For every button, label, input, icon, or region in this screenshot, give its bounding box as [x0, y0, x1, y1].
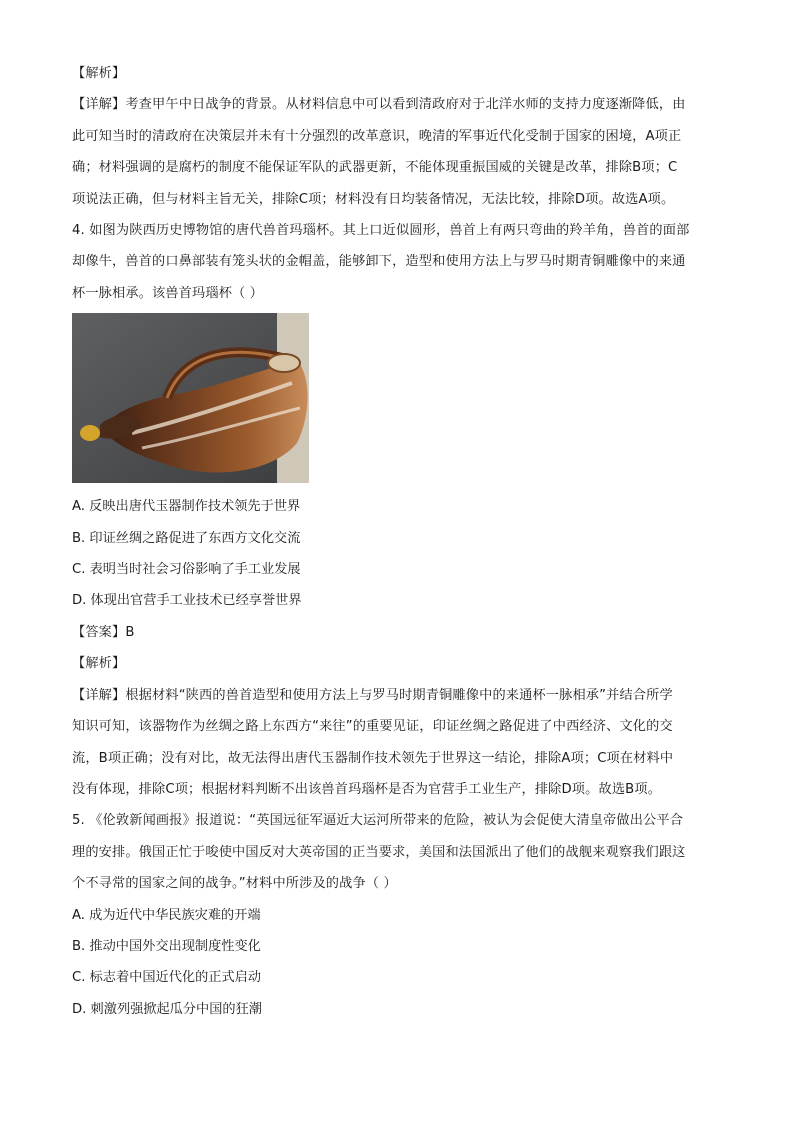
question-5-option-c: C. 标志着中国近代化的正式启动 — [72, 970, 262, 986]
detail-line: 项说法正确，但与材料主旨无关，排除C项；材料没有日均装备情况，无法比较，排除D项。故选A项。 — [72, 191, 675, 207]
question-4-stem: 却像牛，兽首的口鼻部装有笼头状的金帽盖，能够卸下，造型和使用方法上与罗马时期青铜雕像中的来通 — [72, 254, 686, 270]
detail-line: 【详解】根据材料“陕西的兽首造型和使用方法上与罗马时期青铜雕像中的来通杯一脉相承”并结合所学 — [72, 687, 673, 703]
question-4-analysis-heading: 【解析】 — [72, 656, 126, 672]
question-5-stem: 理的安排。俄国正忙于唆使中国反对大英帝国的正当要求，美国和法国派出了他们的战舰来观察我们跟这 — [72, 844, 686, 860]
detail-line: 流，B项正确；没有对比，故无法得出唐代玉器制作技术领先于世界这一结论，排除A项；C项在材料中 — [72, 750, 674, 766]
question-4-option-b: B. 印证丝绸之路促进了东西方文化交流 — [72, 530, 301, 546]
question-4-stem: 杯一脉相承。该兽首玛瑙杯（ ） — [72, 285, 264, 301]
document-page — [72, 58, 724, 1025]
question-4-option-a: A. 反映出唐代玉器制作技术领先于世界 — [72, 499, 301, 515]
question-5-option-d: D. 刺激列强掀起瓜分中国的狂潮 — [72, 1001, 262, 1017]
question-4-stem: 4. 如图为陕西历史博物馆的唐代兽首玛瑙杯。其上口近似圆形，兽首上有两只弯曲的羚羊角，兽首的面部 — [72, 223, 690, 239]
question-5-stem: 5. 《伦敦新闻画报》报道说：“英国远征军逼近大运河所带来的危险，被认为会促使大清皇帝做出公平合 — [72, 813, 684, 829]
detail-line: 【详解】考查甲午中日战争的背景。从材料信息中可以看到清政府对于北洋水师的支持力度逐渐降低，由 — [72, 97, 686, 113]
detail-line: 知识可知，该器物作为丝绸之路上东西方“来往”的重要见证，印证丝绸之路促进了中西经济、文化的交 — [72, 719, 673, 735]
question-4-answer: 【答案】B — [72, 624, 135, 640]
question-4-option-c: C. 表明当时社会习俗影响了手工业发展 — [72, 562, 301, 578]
agate-rhyton-image — [72, 313, 309, 483]
question-5-option-a: A. 成为近代中华民族灾难的开端 — [72, 907, 261, 923]
agate-rhyton-illustration — [72, 313, 309, 483]
question-5-option-b: B. 推动中国外交出现制度性变化 — [72, 938, 261, 954]
question-5-stem: 个不寻常的国家之间的战争。”材料中所涉及的战争（ ） — [72, 876, 397, 892]
detail-line: 确；材料强调的是腐朽的制度不能保证军队的武器更新，不能体现重振国威的关键是改革，排除B项；C — [72, 160, 678, 176]
analysis-heading: 【解析】 — [72, 66, 126, 81]
detail-line: 没有体现，排除C项；根据材料判断不出该兽首玛瑙杯是否为官营手工业生产，排除D项。故选B项。 — [72, 781, 662, 797]
detail-line: 此可知当时的清政府在决策层并未有十分强烈的改革意识，晚清的军事近代化受制于国家的困境，A项正 — [72, 128, 682, 144]
question-4-option-d: D. 体现出官营手工业技术已经享誉世界 — [72, 593, 302, 609]
